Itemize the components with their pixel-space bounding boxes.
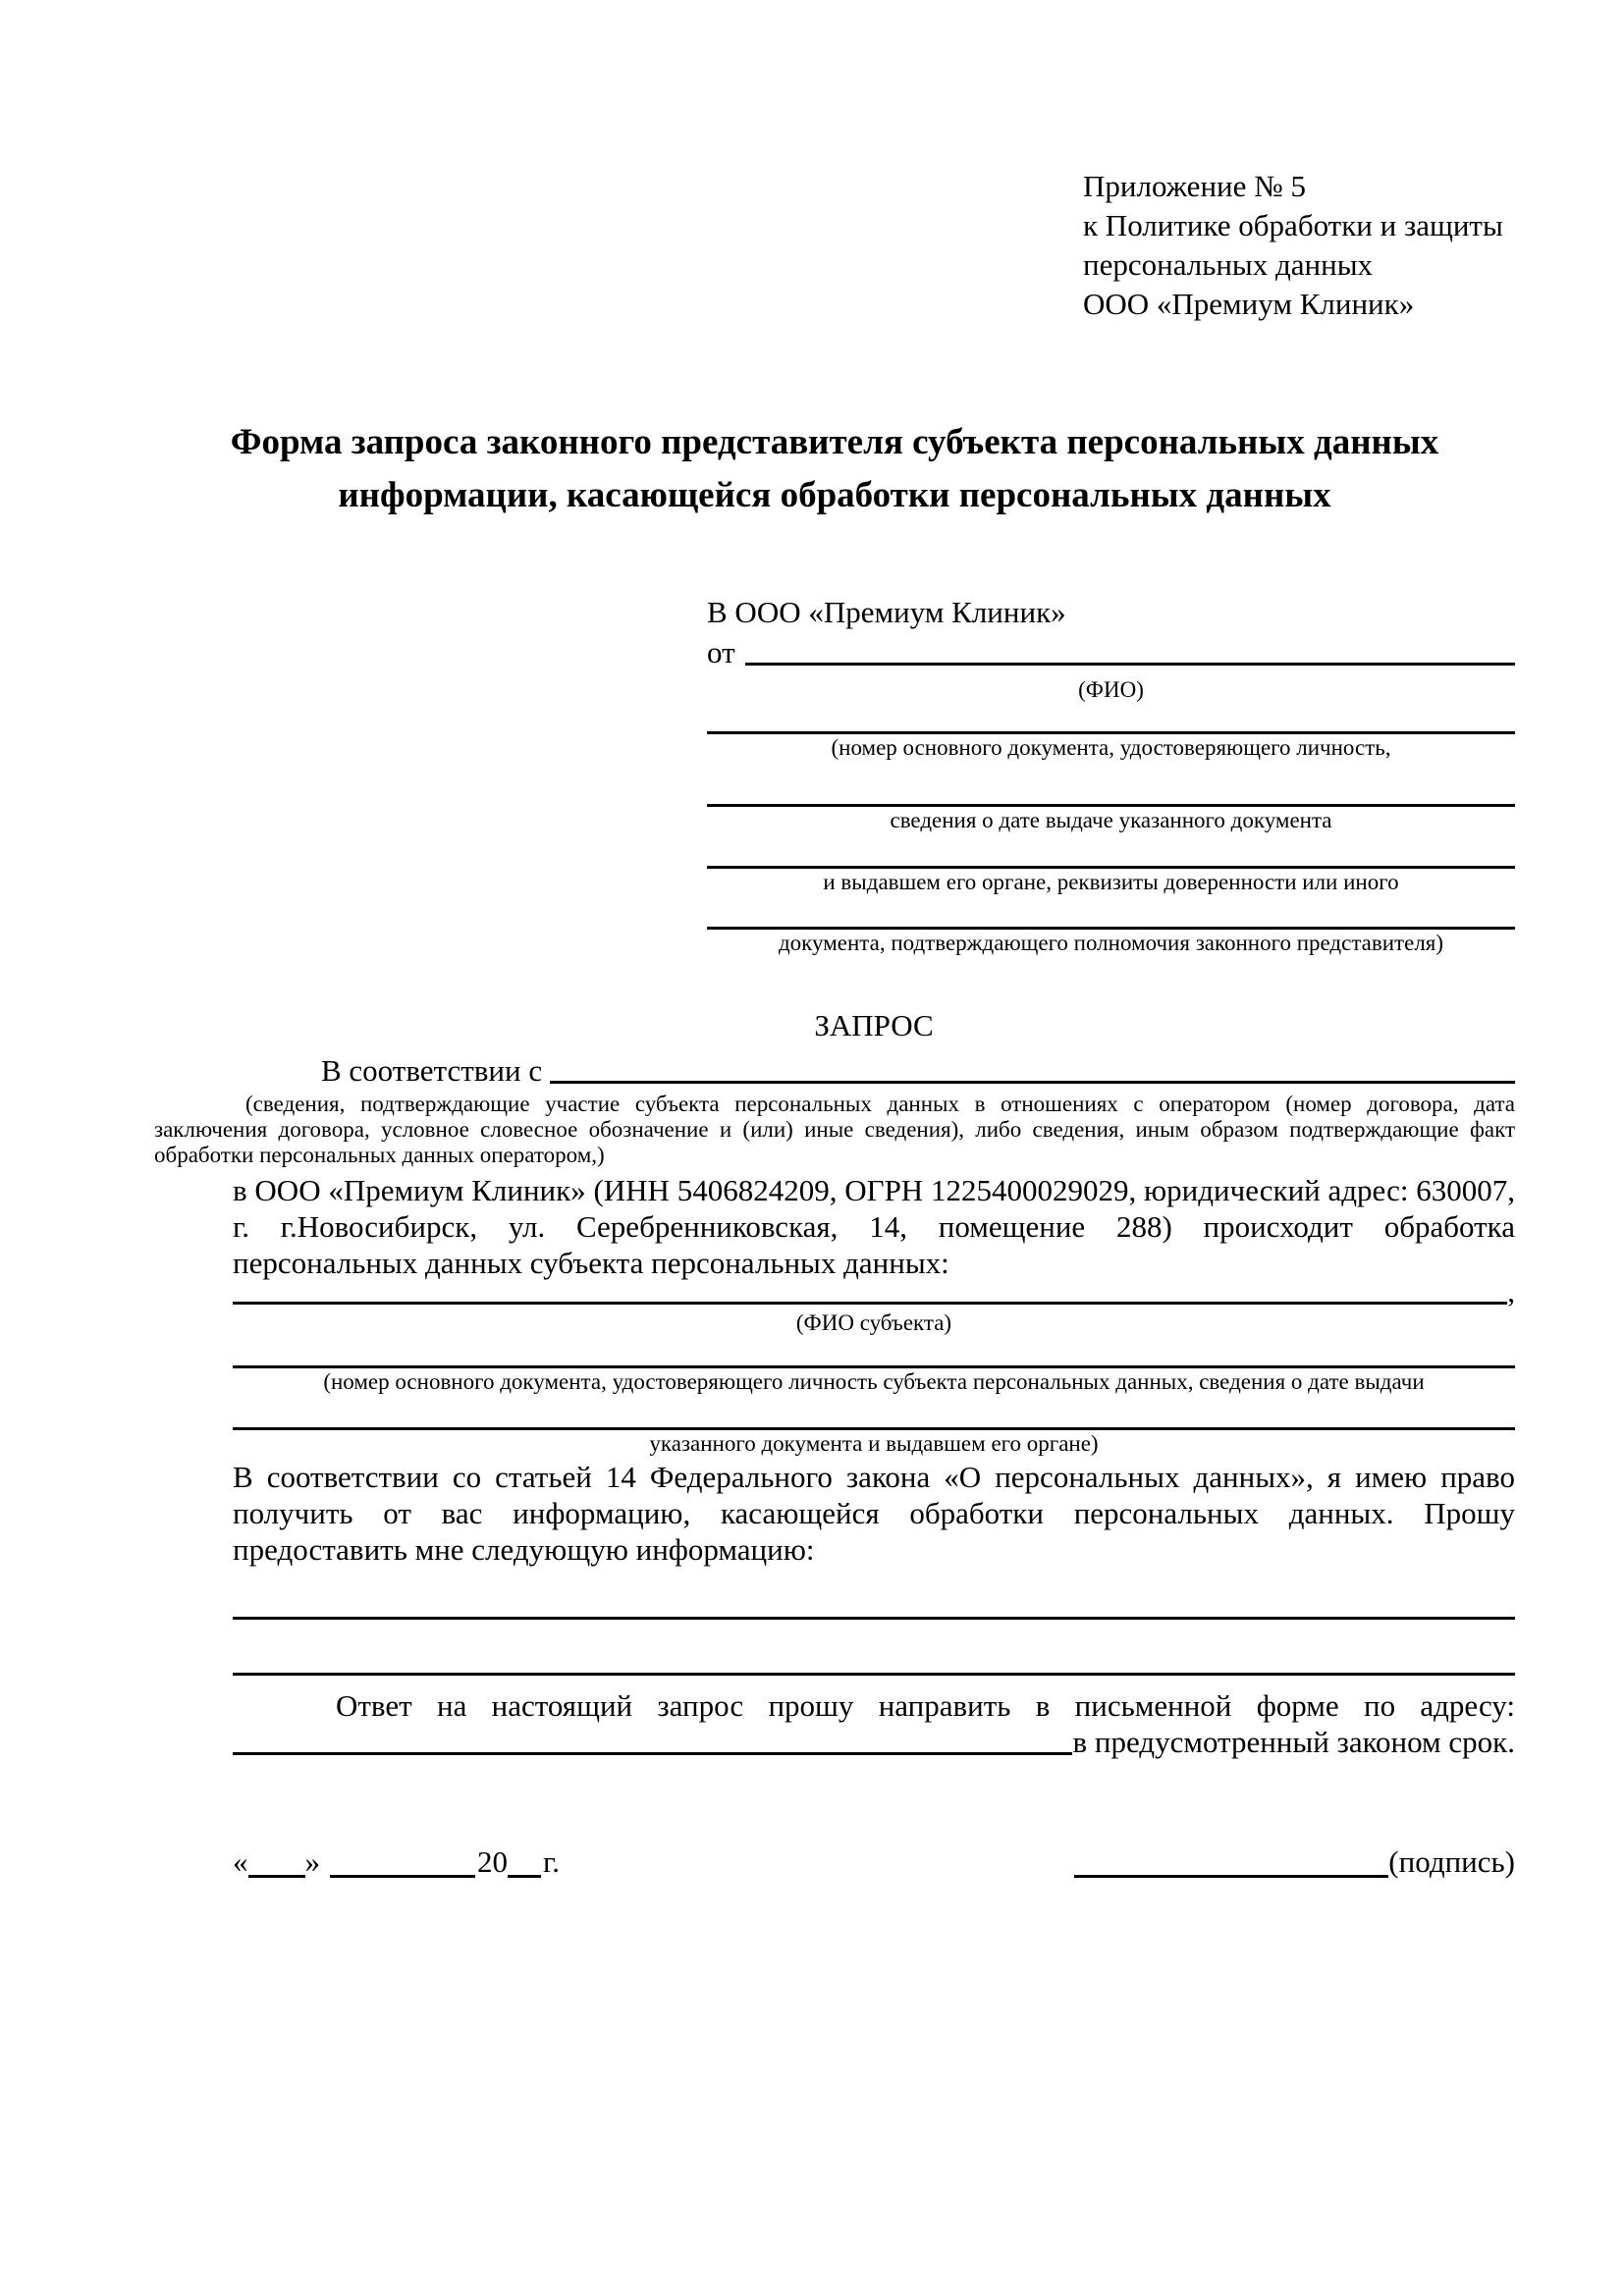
blank-signature-line <box>1074 1875 1388 1878</box>
subject-fio-row <box>233 1273 1515 1309</box>
blank-group-3 <box>707 866 1515 895</box>
subject-doc-caption-1: (номер основного документа, удостоверяющего личность субъекта персональных данных, сведения о дате выдачи <box>323 1369 1425 1394</box>
signature-caption: (подпись) <box>1388 1844 1515 1879</box>
document-title <box>154 416 1515 522</box>
document-title-line-2: информации, касающейся обработки персональных данных <box>338 475 1331 515</box>
blank-line-requested-info-2 <box>233 1673 1515 1676</box>
blank-month <box>330 1875 475 1878</box>
from-label: от <box>707 635 735 669</box>
date-signature-row <box>233 1843 1515 1880</box>
blank-caption-2: сведения о дате выдаче указанного документа <box>890 808 1332 832</box>
reply-paragraph: Ответ на настоящий запрос прошу направить в письменной форме по адресу: <box>336 1688 1515 1723</box>
appendix-header-line-2: к Политике обработки и защиты <box>1083 208 1503 242</box>
appendix-header <box>1083 167 1515 324</box>
operator-paragraph: в ООО «Премиум Клиник» (ИНН 5406824209, ОГРН 1225400029029, юридический адрес: 630007, г. г.Новосибирск, ул. Серебренниковская, 14, помещение 288) происходит обработка персональных данных субъекта персональных данных: <box>233 1173 1515 1280</box>
intro-row <box>321 1052 1515 1089</box>
blank-line-subject-fio <box>233 1273 1507 1305</box>
blank-day <box>248 1875 305 1878</box>
subject-fio-caption: (ФИО субъекта) <box>795 1310 952 1335</box>
date-open-quote: « <box>233 1844 248 1879</box>
reply-suffix: в предусмотренный законом срок. <box>1072 1725 1515 1759</box>
appendix-header-line-1: Приложение № 5 <box>1083 169 1306 203</box>
blank-group-2 <box>707 804 1515 833</box>
blank-line-relation-basis <box>550 1052 1515 1084</box>
year-prefix: 20 <box>477 1844 508 1879</box>
blank-line-representative-fio <box>745 634 1515 666</box>
request-heading: ЗАПРОС <box>814 1008 934 1042</box>
appendix-header-line-3: персональных данных <box>1083 247 1374 282</box>
date-field <box>233 1843 560 1880</box>
year-suffix: г. <box>543 1844 560 1879</box>
intro-label: В соответствии с <box>321 1053 543 1088</box>
blank-caption-1: (номер основного документа, удостоверяющего личность, <box>831 735 1391 760</box>
intro-caption: (сведения, подтверждающие участие субъекта персональных данных в отношениях с оператором (номер договора, дата заключения договора, условное словесное обозначение и (или) иные сведения), либо сведения, иным образом подтверждающие факт обработки персональных данных оператором,) <box>154 1092 1515 1167</box>
appendix-header-line-4: ООО «Премиум Клиник» <box>1083 287 1415 321</box>
addressee-block <box>707 593 1515 956</box>
blank-year <box>508 1875 541 1878</box>
from-row <box>707 634 1515 670</box>
blank-caption-3: и выдавшем его органе, реквизиты доверенности или иного <box>823 870 1399 894</box>
subject-fio-comma: , <box>1507 1274 1515 1308</box>
subject-doc-caption-2: указанного документа и выдавшем его органе) <box>649 1431 1099 1456</box>
document-title-line-1: Форма запроса законного представителя субъекта персональных данных <box>230 422 1439 462</box>
fio-caption: (ФИО) <box>1078 677 1144 702</box>
signature-field <box>1074 1843 1515 1880</box>
date-close-quote: » <box>304 1844 320 1879</box>
reply-address-row <box>233 1724 1515 1760</box>
law-paragraph: В соответствии со статьей 14 Федерального закона «О персональных данных», я имею право получить от вас информацию, касающейся обработки персональных данных. Прошу предоставить мне следующую информацию: <box>233 1460 1515 1567</box>
blank-group-1 <box>707 731 1515 761</box>
blank-caption-4: документа, подтверждающего полномочия законного представителя) <box>778 931 1444 955</box>
addressee-organization: В ООО «Премиум Клиник» <box>707 595 1066 629</box>
blank-line-reply-address <box>233 1724 1072 1755</box>
blank-line-requested-info-1 <box>233 1617 1515 1620</box>
blank-group-4 <box>707 927 1515 956</box>
